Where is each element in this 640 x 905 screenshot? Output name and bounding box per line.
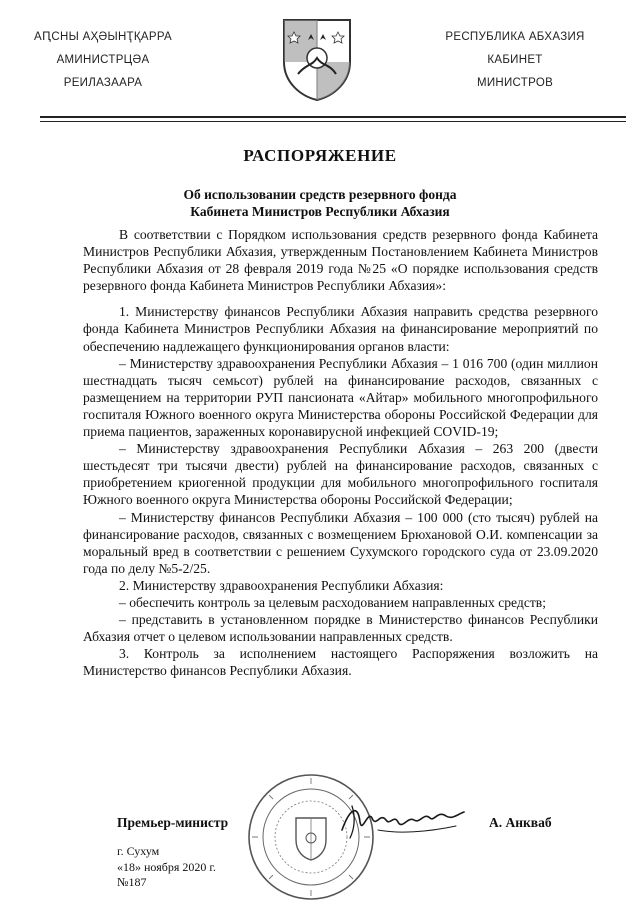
- document-body: [83, 226, 598, 679]
- header-divider-thick: [40, 116, 626, 118]
- header-right-russian: [420, 26, 610, 95]
- paragraph-item-2: 2. Министерству здравоохранения Республики Абхазия:: [119, 577, 444, 593]
- document-title: РАСПОРЯЖЕНИЕ: [243, 146, 397, 165]
- subtitle-line-2: Кабинета Министров Республики Абхазия: [190, 204, 450, 219]
- paragraph-item-1-sub-2: – Министерству здравоохранения Республики Абхазия – 263 200 (двести шестьдесят три тысячи двести) рублей на финансирование расходов, связанных с приобретением криогенной продукции для мобильного многопрофильного госпиталя Южного военного округа Министерства обороны Российской Федерации;: [83, 441, 598, 508]
- header-left-line-3: РЕИЛАЗААРА: [63, 77, 143, 89]
- handwritten-signature-icon: [338, 800, 468, 842]
- abkhazia-emblem-icon: [280, 16, 354, 102]
- signatory-position: Премьер-министр: [117, 815, 229, 830]
- subtitle-line-1: Об использовании средств резервного фонда: [183, 187, 457, 202]
- meta-number: №187: [117, 875, 147, 889]
- document-subtitle: [0, 186, 640, 220]
- paragraph-item-1-sub-3: – Министерству финансов Республики Абхазия – 100 000 (сто тысяч) рублей на финансирование расходов, связанных с возмещением Брюхановой О.И. компенсации за моральный вред в соответствии с решением Сухумского городского суда от 23.09.2020 года по делу №5-2/25.: [83, 509, 598, 576]
- paragraph-item-1-sub-1: – Министерству здравоохранения Республики Абхазия – 1 016 700 (один миллион шестнадцать тысяч семьсот) рублей на финансирование расходов, связанных с размещением на территории РУП пансионата «Айтар» мобильного многопрофильного госпиталя Южного военного округа Министерства обороны Российской Федерации для приема пациентов, зараженных коронавирусной инфекцией COVID-19;: [83, 355, 598, 440]
- header-right-line-1: РЕСПУБЛИКА АБХАЗИЯ: [445, 31, 585, 43]
- header-left-line-2: АМИНИСТРЦӘА: [56, 54, 150, 66]
- meta-city: г. Сухум: [117, 844, 160, 858]
- paragraph-item-1: 1. Министерству финансов Республики Абхазия направить средства резервного фонда Кабинета Министров Республики Абхазия на финансирование мероприятий по обеспечению надлежащего функционирования органов власти:: [83, 304, 598, 354]
- paragraph-preamble: В соответствии с Порядком использования средств резервного фонда Кабинета Министров Республики Абхазия, утвержденным Постановлением Кабинета Министров Республики Абхазия от 28 февраля 2019 года №25 «О порядке использования средств резервного фонда Кабинета Министров Республики Абхазия»:: [83, 227, 598, 294]
- paragraph-item-3: 3. Контроль за исполнением настоящего Распоряжения возложить на Министерство финансов Республики Абхазия.: [83, 646, 598, 679]
- document-meta: [117, 844, 216, 891]
- paragraph-item-2-sub-2: – представить в установленном порядке в Министерство финансов Республики Абхазия отчет о целевом использовании направленных средств.: [83, 612, 598, 645]
- header-left-line-1: АԤСНЫ АҲӘЫНҬҚАРРА: [34, 31, 172, 43]
- header-divider-thin: [40, 121, 626, 122]
- header-right-line-2: КАБИНЕТ: [487, 54, 543, 66]
- header-right-line-3: МИНИСТРОВ: [476, 77, 554, 89]
- paragraph-item-2-sub-1: – обеспечить контроль за целевым расходованием направленных средств;: [119, 594, 547, 610]
- meta-date: «18» ноября 2020 г.: [117, 859, 216, 874]
- header-left-abkhaz: [8, 26, 198, 95]
- signatory-name: А. Анкваб: [489, 815, 552, 830]
